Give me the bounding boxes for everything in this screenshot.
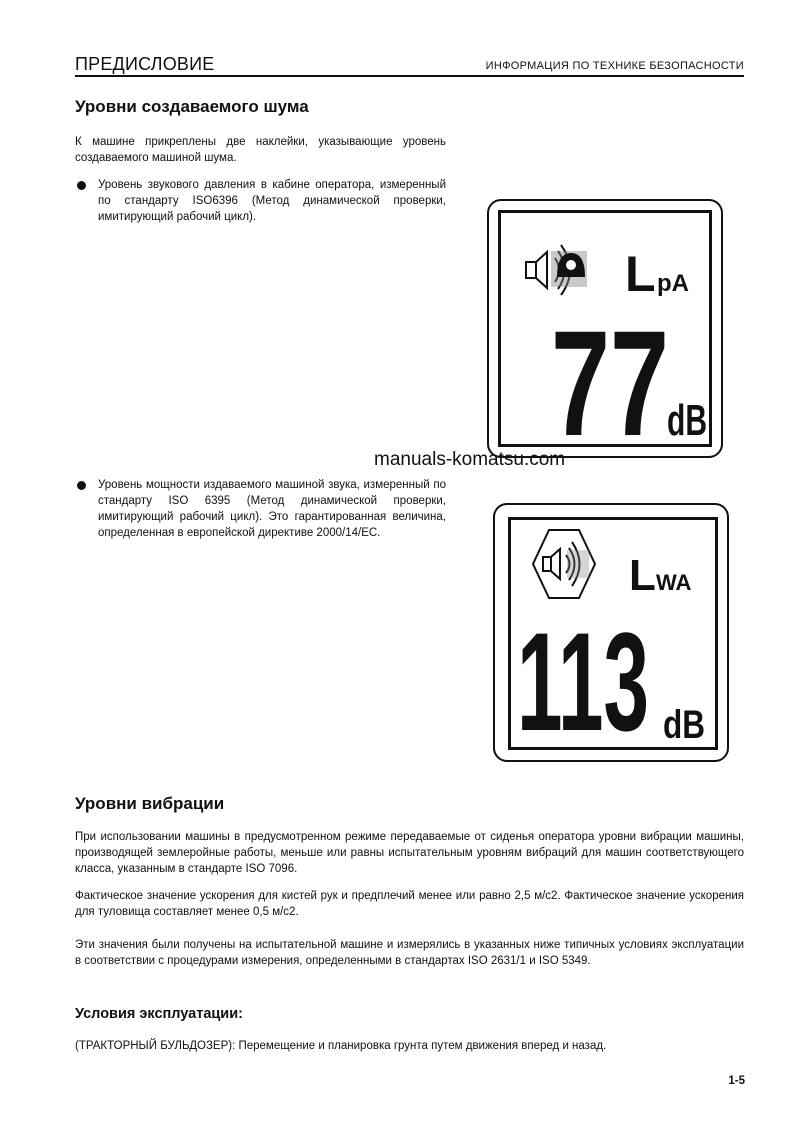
noise-bullet-lpa: Уровень звукового давления в кабине оператора, измеренный по стандарту ISO6396 (Метод динамической проверки, имитирующий рабочий цикл).	[98, 179, 446, 223]
decal-lwa-subscript: WA	[656, 570, 692, 595]
decal-lwa-symbol: L	[629, 551, 656, 600]
noise-intro: К машине прикреплены две наклейки, указывающие уровень создаваемого машиной шума.	[75, 136, 446, 164]
bullet-dot	[77, 181, 86, 190]
decal-lwa-unit: dB	[663, 703, 705, 747]
header-rule	[75, 75, 744, 77]
decal-lwa	[493, 503, 729, 762]
bullet-dot	[77, 481, 86, 490]
vibration-paragraph-1: При использовании машины в предусмотренном режиме передаваемые от сиденья оператора уровни вибрации машины, производящей землеройные работы, меньше или равны испытательным уровням вибраций для машин соответствующего класса, указанным в стандарте ISO 7096.	[75, 831, 744, 875]
decal-lpa	[487, 199, 723, 458]
decal-lpa-symbol: L	[625, 246, 656, 302]
page-number: 1-5	[728, 1075, 745, 1087]
speaker-operator-icon	[526, 245, 587, 295]
conditions-text: (ТРАКТОРНЫЙ БУЛЬДОЗЕР): Перемещение и планировка грунта путем движения вперед и назад.	[75, 1040, 607, 1052]
vibration-paragraph-2: Фактическое значение ускорения для кистей рук и предплечий менее или равно 2,5 м/с2. Фактическое значение ускорения для туловища составляет менее 0,5 м/с2.	[75, 890, 744, 918]
decal-lpa-subscript: pA	[657, 270, 689, 297]
decal-lpa-unit: dB	[667, 396, 707, 444]
decal-lpa-value: 77	[551, 299, 669, 444]
decal-lpa-graphic	[501, 213, 709, 444]
speaker-hexagon-icon	[533, 530, 595, 598]
noise-bullet-lwa: Уровень мощности издаваемого машиной звука, измеренный по стандарту ISO 6395 (Метод динамической проверки, имитирующий рабочий цикл). Это гарантированная величина, определенная в европейской директиве 2000/14/EC.	[98, 479, 446, 539]
decal-lwa-frame	[508, 517, 718, 750]
conditions-heading: Условия эксплуатации:	[75, 1006, 243, 1022]
decal-lpa-frame	[498, 210, 712, 447]
chapter-title: ИНФОРМАЦИЯ ПО ТЕХНИКЕ БЕЗОПАСНОСТИ	[485, 60, 744, 72]
watermark: manuals-komatsu.com	[374, 449, 566, 470]
noise-heading: Уровни создаваемого шума	[75, 97, 309, 116]
vibration-heading: Уровни вибрации	[75, 794, 225, 813]
vibration-paragraph-3: Эти значения были получены на испытательной машине и измерялись в указанных ниже типичных условиях эксплуатации в соответствии с процедурами измерения, определенными в стандартах ISO 2631/1 и ISO 5349.	[75, 939, 744, 967]
decal-lwa-value: 113	[517, 603, 649, 747]
decal-lwa-graphic	[511, 520, 715, 747]
section-title: ПРЕДИСЛОВИЕ	[75, 54, 215, 74]
